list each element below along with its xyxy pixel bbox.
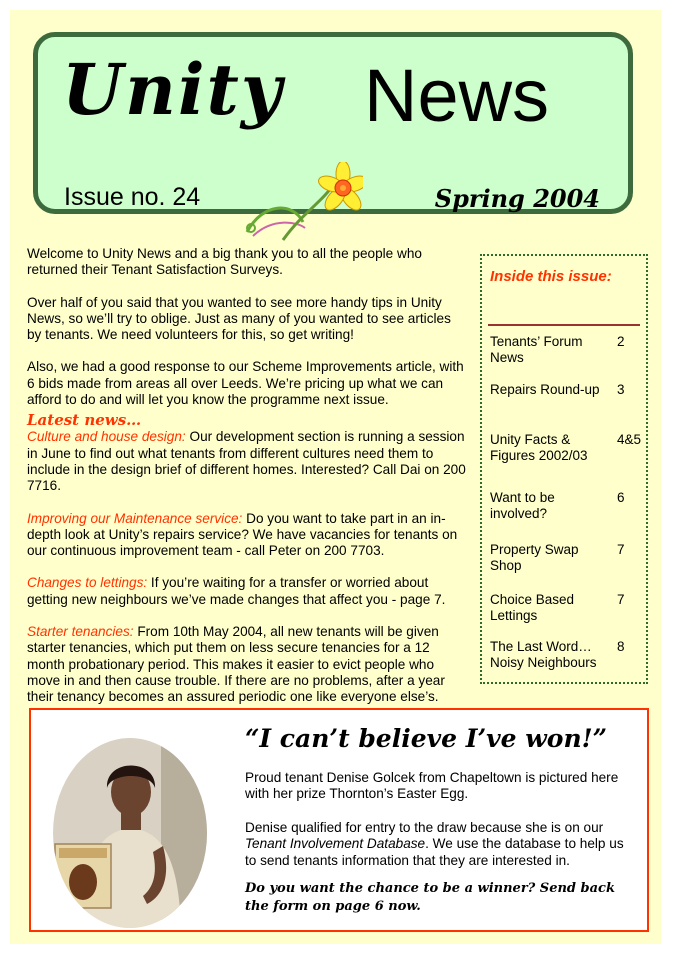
intro-paragraph: Over half of you said that you wanted to see more handy tips in Unity News, so we’ll try to oblige. Just as many of you wanted to see articles by tenants. We need volunteers for this, so get writing! [27, 294, 451, 343]
latest-news-heading: Latest news… [27, 411, 142, 430]
toc-item-label: Repairs Round-up [490, 382, 600, 397]
masthead-title-news: News [364, 54, 550, 137]
news-item-maintenance [27, 511, 467, 560]
toc-item-page: 7 [617, 542, 625, 557]
news-item-lead: Improving our Maintenance service: [27, 510, 243, 526]
winner-paragraph-text: Denise qualified for entry to the draw because she is on our [245, 820, 604, 835]
winner-photo [51, 736, 209, 930]
news-item-lead: Changes to lettings: [27, 575, 148, 591]
toc-item-page: 3 [617, 382, 625, 397]
intro-paragraph: Welcome to Unity News and a big thank you to all the people who returned their Tenant Satisfaction Surveys. [27, 246, 422, 278]
toc-item-page: 7 [617, 592, 625, 607]
daffodil-icon [243, 162, 363, 242]
news-item-lead: Culture and house design: [27, 429, 186, 445]
winner-call-to-action: Do you want the chance to be a winner? Send back the form on page 6 now. [245, 881, 615, 914]
database-name: Tenant Involvement Database [245, 836, 426, 852]
news-item-starter-tenancies [27, 624, 467, 705]
masthead [33, 32, 633, 214]
inside-this-issue-box [480, 254, 648, 684]
masthead-title-unity: Unity [62, 48, 284, 131]
winner-paragraph [245, 820, 635, 869]
toc-item-label: Choice Based Lettings [490, 592, 575, 623]
news-item-lead: Starter tenancies: [27, 624, 134, 640]
toc-item-page: 2 [617, 334, 625, 349]
sidebar-title: Inside this issue: [490, 268, 612, 285]
news-item-culture [27, 429, 467, 494]
main-article-column [27, 246, 467, 722]
issue-season: Spring 2004 [434, 184, 600, 213]
winner-paragraph: Proud tenant Denise Golcek from Chapeltown is pictured here with her prize Thornton’s Easter Egg. [245, 770, 619, 802]
issue-number: Issue no. 24 [64, 183, 201, 211]
news-item-text: Our development section is running a session in June to find out what tenants from different cultures need them to include in the design brief of different homes. Interested? Call Dai on 200 7716. [27, 429, 466, 494]
toc-item-label: Tenants’ Forum News [490, 334, 583, 365]
toc-item-page: 8 [617, 639, 625, 654]
toc-item-page: 4&5 [617, 432, 642, 447]
news-item-text: If you’re waiting for a transfer or worried about getting new neighbours we’ve made changes that affect you - page 7. [27, 575, 446, 607]
toc-item-label: Want to be involved? [490, 490, 555, 521]
news-item-text: Do you want to take part in an in-depth look at Unity’s repairs service? We have vacancies for tenants on our continuous improvement team - call Peter on 200 7703. [27, 510, 458, 559]
intro-paragraph: Also, we had a good response to our Scheme Improvements article, with 6 bids made from areas all over Leeds. We’re pricing up what we can afford to do and will let you know the programme next issue. [27, 359, 464, 408]
toc-item-page: 6 [617, 490, 625, 505]
news-item-lettings [27, 575, 467, 608]
toc-item-label: Property Swap Shop [490, 542, 579, 573]
winner-headline: “I can’t believe I’ve won!” [245, 724, 608, 753]
winner-paragraph-text: . We use the database to help us to send tenants information that they are interested in. [245, 836, 624, 868]
winner-box [29, 708, 649, 932]
news-item-text: From 10th May 2004, all new tenants will be given starter tenancies, which put them on less secure tenancies for a 12 month probationary period. This makes it easier to evict people who move in and then cause trouble. If there are no problems, after a year their tenancy becomes an assured periodic one like everyone else’s. [27, 624, 445, 705]
toc-item-label: The Last Word… Noisy Neighbours [490, 639, 597, 670]
toc-item-label: Unity Facts & Figures 2002/03 [490, 432, 588, 463]
sidebar-divider [488, 324, 640, 326]
